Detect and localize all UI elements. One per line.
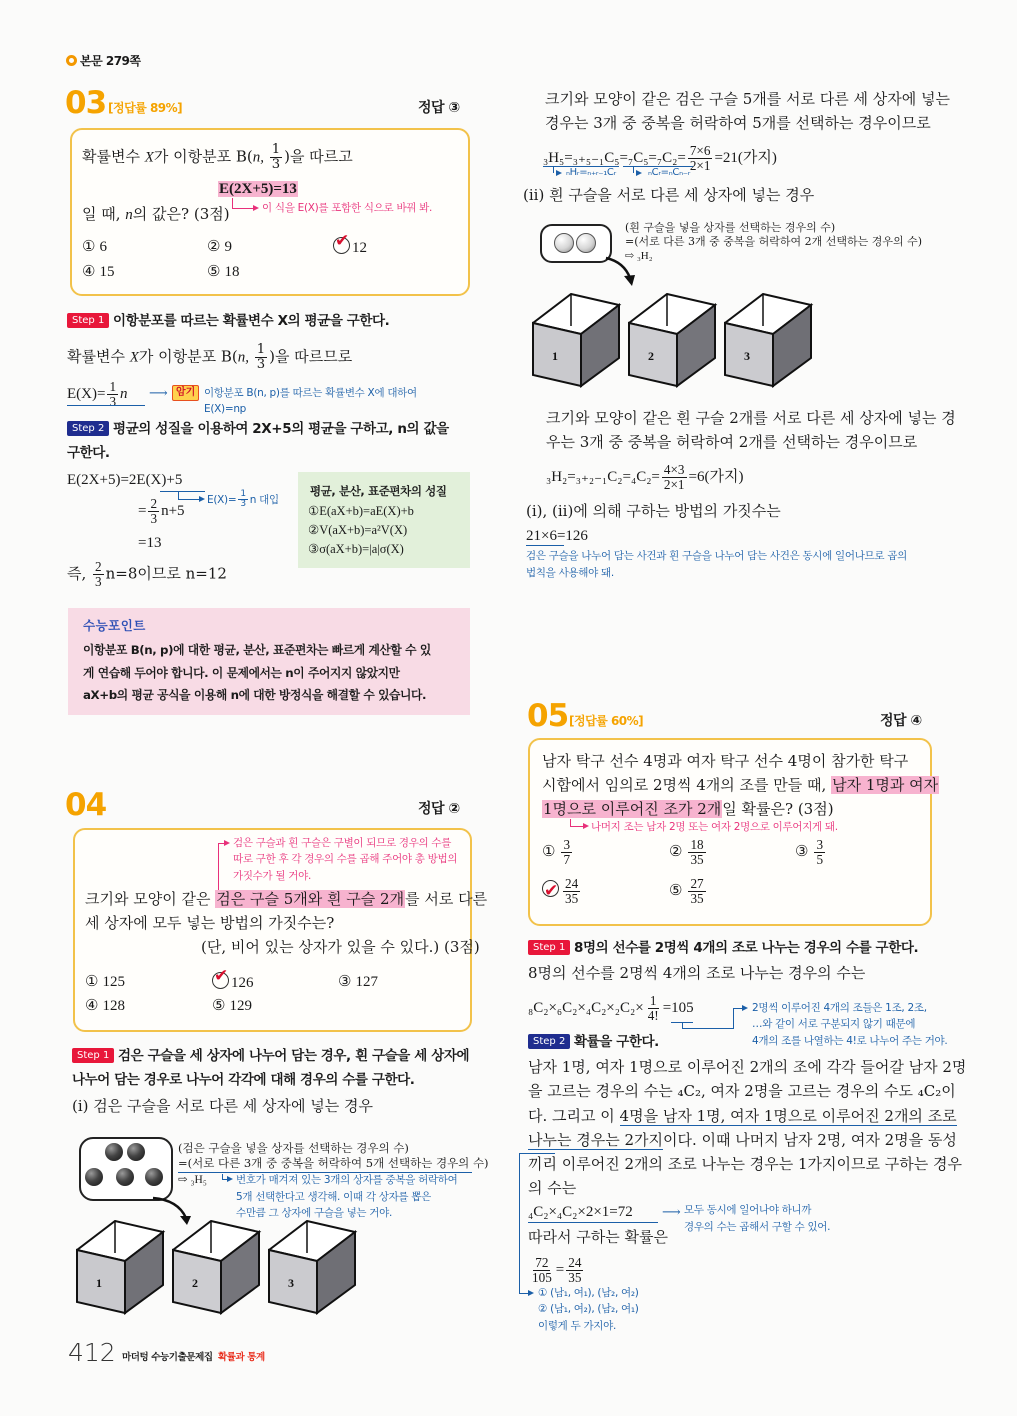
- variable: X: [144, 149, 154, 166]
- choice-value: 128: [102, 998, 125, 1014]
- black-ball-icon: [145, 1168, 163, 1186]
- choice-value: 18: [224, 264, 240, 280]
- underlined-text: 4명을 남자 1명, 여자 1명으로 이루어진 2개의 조로: [619, 1107, 957, 1125]
- arrow-right-icon: [556, 170, 562, 176]
- text: 이다. 이때 나머지 남자 2명, 여자 2명을 동성: [663, 1131, 957, 1149]
- arrow-right-icon: [742, 1005, 748, 1011]
- question-line: [542, 799, 834, 819]
- text: 확률변수: [82, 147, 145, 166]
- arrow-right-icon: [224, 840, 230, 846]
- highlight: 남자 1명과 여자: [832, 776, 939, 794]
- solution-line: (i), (ii)에 의해 구하는 방법의 가짓수는: [526, 502, 781, 520]
- choice-mark: ②: [207, 239, 221, 255]
- solution-line: 경우는 3개 중 중복을 허락하여 5개를 선택하는 경우이므로: [545, 114, 931, 132]
- formula-note: ₙCᵣ=ₙCₙ₋ᵣ: [648, 167, 691, 178]
- choice-value: 12: [352, 240, 367, 256]
- calc-line: =13: [138, 535, 162, 551]
- question-line: [82, 204, 230, 225]
- variable: n,: [252, 149, 268, 166]
- case-heading: (ii) 흰 구슬을 서로 다른 세 상자에 넣는 경우: [523, 186, 815, 204]
- answer-label: 정답 ②: [418, 801, 460, 817]
- text: =: [138, 502, 147, 519]
- formula-note: ₙHᵣ=ₙ₊ᵣ₋₁Cᵣ: [566, 167, 616, 178]
- step-title: 나누어 담는 경우로 나누어 각각에 대해 경우의 수를 구한다.: [72, 1072, 415, 1088]
- step-title: 구한다.: [67, 445, 110, 461]
- box-3: [268, 1220, 358, 1316]
- solution-line: 을 고르는 경우의 수는 ₄C₂, 여자 2명을 고르는 경우의 수도 ₄C₂이: [528, 1082, 956, 1100]
- numerator: 27: [690, 876, 704, 892]
- svg-text:1: 1: [552, 349, 558, 363]
- choice-mark: ③: [795, 844, 809, 860]
- text: E(X)=: [67, 385, 106, 402]
- denominator: 3: [95, 573, 102, 589]
- denominator: 5: [816, 852, 824, 868]
- solution-line: 크기와 모양이 같은 흰 구슬 2개를 서로 다른 세 상자에 넣는 경: [546, 409, 956, 427]
- underlined-text: 나누는 경우는 2가지: [528, 1131, 664, 1149]
- text: 가 이항분포 B(: [138, 347, 238, 366]
- step1-badge: Step 1: [528, 940, 570, 955]
- annotation: 따로 구한 후 각 경우의 수를 곱해 주어야 총 방법의: [233, 853, 458, 865]
- diagram-text: =(서로 다른 3개 중 중복을 허락하여 5개 선택하는 경우의 수): [178, 1156, 489, 1170]
- diagram-result: ⇨ ₃H₂: [625, 250, 653, 262]
- numerator: 7×6: [689, 143, 711, 158]
- black-balls-box: [79, 1137, 173, 1201]
- choice-mark: ⑤: [212, 998, 226, 1014]
- answer-label: 정답 ④: [880, 713, 922, 729]
- choice-mark: ③: [338, 974, 352, 990]
- choice-5: [207, 262, 239, 282]
- numerator: 3: [816, 837, 824, 853]
- formula-note: 2명씩 이루어진 4개의 조들은 1조, 2조,: [752, 1002, 927, 1014]
- final-probability: [528, 1252, 585, 1288]
- svg-text:2: 2: [192, 1276, 198, 1290]
- variable: n: [125, 207, 133, 223]
- choice-2-correct: [212, 972, 254, 993]
- numerator: 4×3: [663, 462, 685, 477]
- calc-line: E(2X+5)=2E(X)+5: [67, 472, 183, 488]
- choice-value: 15: [99, 264, 115, 280]
- variable: n: [120, 385, 128, 402]
- fraction: [646, 994, 661, 1023]
- tip-line: 이항분포 B(n, p)에 대한 평균, 분산, 표준편차는 빠르게 계산할 수 있: [83, 643, 431, 657]
- given-equation: [218, 179, 298, 199]
- text: 일 확률은? (3점): [722, 800, 834, 818]
- numerator: 3: [563, 837, 571, 853]
- highlight: E(2X+5)=13: [219, 181, 297, 197]
- connector: [553, 166, 554, 173]
- text: ₃H₅=₃₊₅₋₁C₅=: [543, 149, 628, 166]
- arrow-right-icon: [528, 1290, 534, 1296]
- subject-label: 확률과 통계: [218, 1352, 265, 1363]
- choice-5: [212, 996, 252, 1016]
- annotation: 나머지 조는 남자 2명 또는 여자 2명으로 이루어지게 돼.: [591, 821, 838, 833]
- highlight: 1명으로 이루어진 조가 2개: [543, 800, 722, 818]
- choice-4-correct: [542, 874, 582, 908]
- fraction: [662, 463, 687, 492]
- fraction: [563, 877, 580, 906]
- denominator: 105: [532, 1270, 552, 1286]
- step2-badge: Step 2: [528, 1034, 570, 1049]
- text: 확률변수: [67, 347, 130, 366]
- suneung-point-title: 수능포인트: [83, 618, 146, 633]
- choice-value: 125: [102, 974, 125, 990]
- arrow-right-icon: [636, 170, 642, 176]
- underline: [528, 1222, 658, 1223]
- text: 즉,: [67, 564, 92, 583]
- case-heading: (i) 검은 구슬을 서로 다른 세 상자에 넣는 경우: [72, 1097, 373, 1115]
- underline: [67, 405, 145, 406]
- arrow-right-icon: ⟶: [662, 1205, 681, 1220]
- choice-mark: ①: [82, 239, 96, 255]
- annotation-connector: [570, 826, 584, 827]
- choice-2: [207, 237, 232, 257]
- fraction: [688, 877, 705, 906]
- numerator: 18: [690, 837, 704, 853]
- diagram-text: =(서로 다른 3개 중 중복을 허락하여 2개 선택하는 경우의 수): [625, 235, 923, 248]
- choice-value: 6: [99, 239, 107, 255]
- annotation: 검은 구슬과 흰 구슬은 구별이 되므로 경우의 수를: [233, 837, 452, 849]
- denominator: 2×1: [663, 476, 685, 492]
- formula: [528, 994, 694, 1023]
- choice-5: [669, 874, 708, 908]
- text: =105: [662, 999, 694, 1016]
- box-1: [76, 1220, 166, 1316]
- solution-line: 남자 1명, 여자 1명으로 이루어진 2개의 조에 각각 들어갈 남자 2명: [528, 1058, 967, 1076]
- annotation: 이 식을 E(X)를 포함한 식으로 바꿔 봐.: [262, 202, 433, 214]
- arrow-right-icon: ⟶: [149, 386, 168, 401]
- question-line: 남자 탁구 선수 4명과 여자 탁구 선수 4명이 참가한 탁구: [542, 752, 909, 770]
- text: ₃H₂=₃₊₂₋₁C₂=₄C₂=: [546, 468, 660, 485]
- fraction: [148, 497, 159, 526]
- annotation-connector: [218, 843, 219, 893]
- fraction: [814, 838, 825, 867]
- property-item: ①E(aX+b)=aE(X)+b: [308, 504, 414, 518]
- denominator: 2×1: [689, 157, 711, 173]
- black-ball-icon: [116, 1168, 134, 1186]
- choice-mark: ④: [82, 264, 96, 280]
- text: 를 서로 다른: [405, 890, 488, 908]
- numerator: 1: [109, 379, 117, 394]
- white-ball-icon: [554, 233, 574, 253]
- correct-rate: [정답률 60%]: [569, 714, 644, 728]
- solution-line: 우는 3개 중 중복을 허락하여 2개를 선택하는 경우이므로: [546, 433, 918, 451]
- connector: [519, 1153, 555, 1154]
- choice-4: [85, 996, 125, 1016]
- text: )을 따르므로: [269, 347, 353, 366]
- formula: ₄C₂×₄C₂×2×1=72: [528, 1204, 633, 1220]
- correct-check-icon: [212, 972, 229, 989]
- text: ₈C₂×₆C₂×₄C₂×₂C₂×: [528, 999, 644, 1016]
- step-title: 이항분포를 따르는 확률변수 X의 평균을 구한다.: [113, 313, 390, 329]
- black-ball-icon: [105, 1143, 123, 1161]
- arrow-right-icon: [227, 1176, 233, 1182]
- question-condition: (단, 비어 있는 상자가 있을 수 있다.) (3점): [201, 938, 480, 956]
- connector: [633, 166, 634, 173]
- text: E(X)=: [207, 493, 237, 506]
- step-title: 확률을 구한다.: [574, 1034, 659, 1050]
- formula-note: …와 같이 서로 구분되지 않기 때문에: [752, 1018, 916, 1030]
- text: n=8이므로 n=12: [105, 564, 227, 583]
- black-ball-icon: [127, 1143, 145, 1161]
- fraction: [270, 143, 282, 172]
- diagram-note: 5개 선택한다고 생각해. 이때 각 상자를 뽑은: [236, 1191, 431, 1203]
- denominator: 4!: [647, 1007, 659, 1023]
- denominator: 3: [240, 499, 246, 510]
- connector: [519, 1153, 520, 1294]
- black-ball-icon: [85, 1168, 103, 1186]
- choice-2: [669, 835, 708, 869]
- numerator: 24: [568, 1255, 582, 1271]
- choice-mark: ①: [85, 974, 99, 990]
- step1-badge: Step 1: [72, 1048, 114, 1063]
- correct-check-icon: [333, 237, 350, 254]
- problem-number: 04: [65, 787, 107, 823]
- memo-note: E(X)=np: [204, 403, 247, 415]
- curved-arrow-icon: [604, 256, 640, 288]
- pair-note: ① (남₁, 여₁), (남₂, 여₂): [538, 1287, 639, 1299]
- text: =21(가지): [714, 149, 777, 166]
- box-1: [532, 293, 622, 389]
- denominator: 35: [690, 852, 704, 868]
- denominator: 3: [109, 393, 117, 409]
- diagram-note: 번호가 매겨져 있는 3개의 상자를 중복을 허락하여: [236, 1174, 458, 1186]
- underline: [526, 545, 564, 546]
- formula-note: 경우의 수는 곱해서 구할 수 있어.: [684, 1221, 831, 1233]
- text: n 대입: [249, 493, 279, 506]
- properties-title: 평균, 분산, 표준편차의 성질: [310, 484, 447, 498]
- numerator: 24: [565, 876, 579, 892]
- text: 일 때,: [82, 205, 126, 223]
- box-3: [724, 293, 814, 389]
- solution-line: 끼리 이루어진 2개의 조로 나누는 경우는 1가지이므로 구하는 경우: [528, 1155, 962, 1173]
- fraction: [561, 838, 572, 867]
- circle-ring-icon: [66, 55, 77, 66]
- variable: X: [129, 349, 139, 366]
- correct-rate: [정답률 89%]: [108, 101, 183, 115]
- text: )을 따르고: [284, 147, 353, 166]
- text: 다. 그리고 이: [528, 1107, 620, 1125]
- svg-text:3: 3: [744, 349, 750, 363]
- white-balls-box: [540, 224, 612, 263]
- formula-note: 모두 동시에 일어나야 하니까: [684, 1204, 812, 1216]
- pair-note: ② (남₁, 여₂), (남₂, 여₁): [538, 1303, 639, 1315]
- choice-mark: ⑤: [207, 264, 221, 280]
- result-note: 검은 구슬을 나누어 담는 사건과 흰 구슬을 나누어 담는 사건은 동시에 일어나므로 곱의: [526, 550, 907, 562]
- arrow-right-icon: [253, 205, 259, 211]
- page-number: 412: [68, 1338, 116, 1367]
- numerator: 1: [256, 342, 266, 357]
- result-line: [526, 526, 588, 546]
- svg-text:2: 2: [648, 349, 654, 363]
- problem-number: 03: [65, 85, 107, 121]
- underline: [160, 491, 205, 492]
- property-item: ③σ(aX+b)=|a|σ(X): [308, 542, 404, 556]
- denominator: 35: [690, 891, 704, 907]
- annotation: 가짓수가 될 거야.: [233, 870, 312, 882]
- text: 크기와 모양이 같은: [85, 890, 216, 908]
- choice-value: 129: [229, 998, 252, 1014]
- denominator: 35: [568, 1270, 582, 1286]
- choice-value: 126: [231, 975, 254, 991]
- answer-label: 정답 ③: [418, 100, 460, 116]
- connector: [733, 1008, 734, 1028]
- correct-check-icon: [542, 880, 559, 897]
- numerator: 1: [240, 489, 246, 499]
- arrow-right-icon: [199, 496, 205, 502]
- diagram-result: ⇨ ₃H₅: [178, 1174, 207, 1186]
- arrow-right-icon: [583, 823, 589, 829]
- choice-mark: ⑤: [669, 883, 683, 899]
- calc-line: [138, 497, 185, 526]
- diagram-note: 수만큼 그 상자에 구슬을 넣는 거야.: [236, 1207, 393, 1219]
- highlight: 검은 구슬 5개와 흰 구슬 2개: [216, 890, 405, 908]
- solution-line: 크기와 모양이 같은 검은 구슬 5개를 서로 다른 세 상자에 넣는: [545, 90, 950, 108]
- numerator: 1: [271, 142, 281, 157]
- step-title: 평균의 성질을 이용하여 2X+5의 평균을 구하고, n의 값을: [113, 421, 449, 437]
- fraction: [93, 560, 104, 589]
- fraction: [566, 1256, 583, 1285]
- tip-line: 게 연습해 두어야 합니다. 이 문제에서는 n이 주어지지 않았지만: [83, 666, 400, 680]
- solution-line: 8명의 선수를 2명씩 4개의 조로 나누는 경우의 수는: [528, 964, 866, 982]
- denominator: 3: [271, 156, 281, 172]
- choice-value: 127: [355, 974, 378, 990]
- white-ball-icon: [576, 233, 596, 253]
- denominator: 7: [563, 852, 571, 868]
- box-2: [172, 1220, 262, 1316]
- fraction: [688, 838, 705, 867]
- calc-line: [67, 560, 227, 589]
- text: ₇C₅=₇C₂=: [627, 149, 686, 166]
- pair-note: 이렇게 두 가지야.: [538, 1320, 617, 1332]
- choice-4: [82, 262, 114, 282]
- question-line: [85, 889, 487, 909]
- text: 의 값은? (3점): [132, 205, 230, 223]
- numerator: 2: [150, 496, 158, 511]
- formula: [546, 463, 743, 492]
- step1-badge: Step 1: [67, 313, 109, 328]
- step2-badge: Step 2: [67, 421, 109, 436]
- text: 가 이항분포 B(: [153, 147, 253, 166]
- solution-line: [67, 343, 352, 372]
- text: =6(가지): [688, 468, 744, 485]
- choice-mark: ①: [542, 844, 556, 860]
- fraction: [238, 490, 247, 510]
- text: =126: [556, 528, 588, 544]
- memorize-badge: 암기: [172, 385, 199, 401]
- svg-text:3: 3: [288, 1276, 294, 1290]
- tip-line: aX+b의 평균 공식을 이용해 n에 대한 방정식을 해결할 수 있습니다.: [83, 688, 427, 702]
- page-reference: 본문 279쪽: [80, 54, 141, 68]
- choice-3: [338, 972, 378, 992]
- fraction: [255, 343, 267, 372]
- result-note: 법칙을 사용해야 돼.: [526, 567, 614, 579]
- text: 시합에서 임의로 2명씩 4개의 조를 만들 때,: [542, 776, 832, 794]
- property-item: ②V(aX+b)=a²V(X): [308, 523, 408, 537]
- substitution-note: [207, 490, 279, 510]
- connector: [682, 1028, 734, 1029]
- denominator: 35: [565, 891, 579, 907]
- question-line: [82, 143, 353, 172]
- numerator: 2: [95, 559, 102, 574]
- diagram-text: (흰 구슬을 넣을 상자를 선택하는 경우의 수): [625, 221, 836, 234]
- svg-text:1: 1: [96, 1276, 102, 1290]
- solution-line: 의 수는: [528, 1179, 577, 1197]
- solution-line: 따라서 구하는 확률은: [528, 1228, 668, 1246]
- annotation-connector: [232, 208, 254, 209]
- text: 21×6: [526, 528, 557, 544]
- choice-mark: ④: [85, 998, 99, 1014]
- fraction: [530, 1256, 554, 1285]
- variable: n,: [237, 349, 253, 366]
- question-line: 세 상자에 모두 넣는 방법의 가짓수는?: [85, 914, 335, 932]
- denominator: 3: [150, 510, 158, 526]
- book-title: 마더텅 수능기출문제집: [122, 1352, 213, 1363]
- step-title: 검은 구슬을 세 상자에 나누어 담는 경우, 흰 구슬을 세 상자에: [118, 1048, 470, 1064]
- choice-1: [82, 237, 107, 257]
- choice-1: [85, 972, 125, 992]
- fraction: [688, 144, 713, 173]
- box-2: [628, 293, 718, 389]
- denominator: 3: [256, 356, 266, 372]
- diagram-text: (검은 구슬을 넣을 상자를 선택하는 경우의 수): [178, 1141, 409, 1155]
- choice-1: [542, 835, 574, 869]
- choice-3: [795, 835, 827, 869]
- problem-number: 05: [527, 698, 569, 734]
- text: n+5: [161, 502, 185, 519]
- formula-note: 4개의 조를 나열하는 4!로 나누어 주는 거야.: [752, 1035, 948, 1047]
- numerator: 72: [535, 1255, 549, 1271]
- solution-line: [528, 1106, 957, 1126]
- numerator: 1: [649, 993, 657, 1008]
- question-line: [542, 775, 939, 795]
- choice-3-correct: [333, 237, 367, 258]
- solution-line: [528, 1130, 957, 1150]
- choice-value: 9: [224, 239, 232, 255]
- choice-mark: ②: [669, 844, 683, 860]
- text: =: [555, 1262, 565, 1278]
- step-title: 8명의 선수를 2명씩 4개의 조로 나누는 경우의 수를 구한다.: [574, 940, 919, 956]
- memo-note: 이항분포 B(n, p)를 따르는 확률변수 X에 대하여: [204, 387, 417, 399]
